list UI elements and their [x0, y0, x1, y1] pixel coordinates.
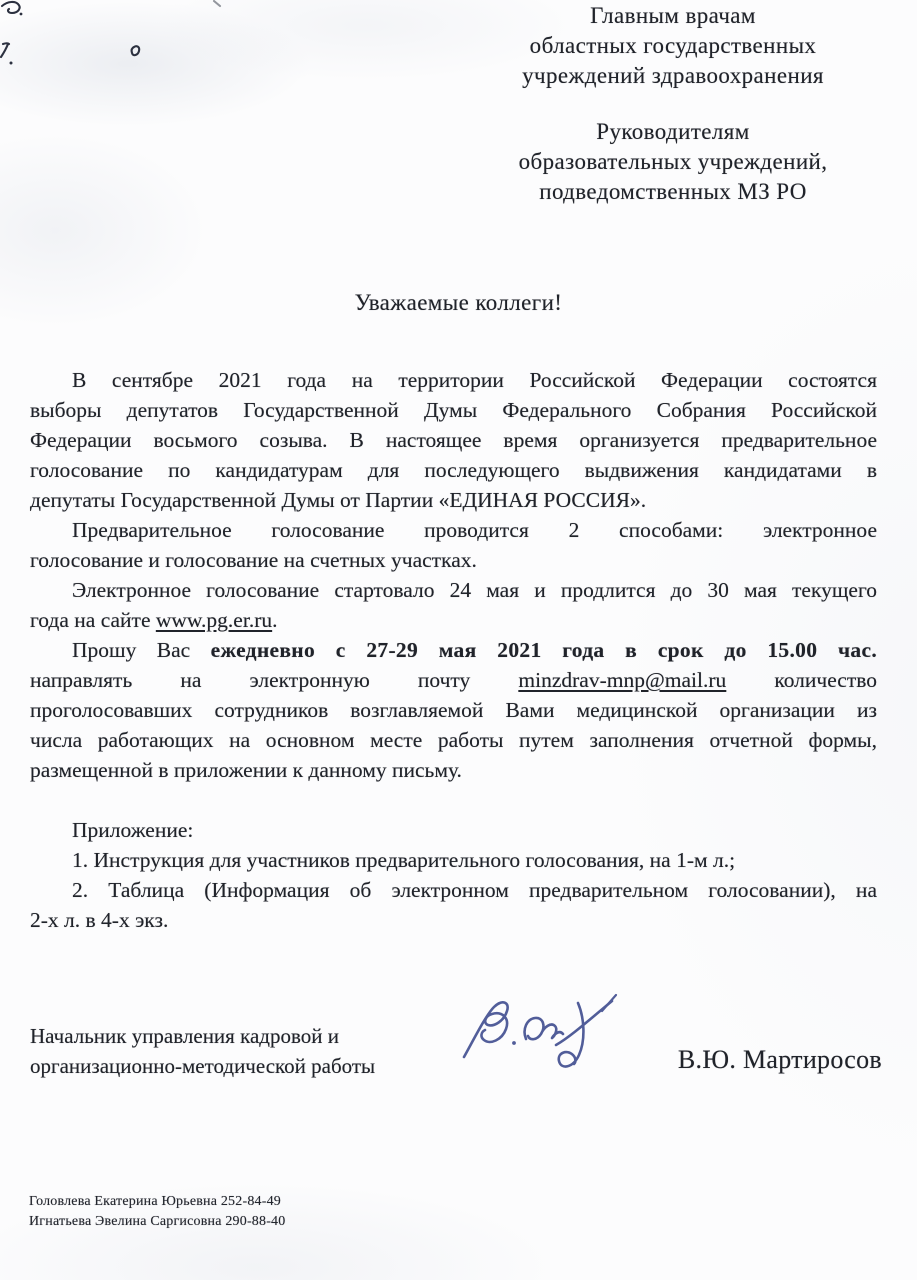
recipient-line: Главным врачам: [590, 3, 756, 28]
text-segment: года на сайте: [30, 608, 156, 632]
executor-contacts: [29, 1192, 285, 1232]
pen-zero-mark-icon: [132, 46, 140, 55]
body-line: числа работающих на основном месте работы путем заполнения отчетной формы,: [30, 728, 877, 752]
body-line: Электронное голосование стартовало 24 мая и продлится до 30 мая текущего: [72, 578, 877, 602]
pen-squiggle-icon: [2, 2, 20, 13]
recipient-line: подведомственных МЗ РО: [539, 179, 807, 204]
text-segment: количество: [726, 668, 877, 692]
recipient-block: [488, 2, 858, 208]
deadline-emphasis: ежедневно с 27-29 мая 2021 года в срок до 15.00 час.: [210, 638, 877, 662]
website-link: www.pg.er.ru: [155, 608, 273, 632]
body-line: голосование по кандидатурам для последующего выдвижения кандидатами в: [30, 458, 877, 482]
body-line: выборы депутатов Государственной Думы Федерального Собрания Российской: [30, 398, 877, 422]
attachment-item: 2-х л. в 4-х экз.: [30, 908, 169, 932]
attachments-title: Приложение:: [72, 818, 194, 842]
body-line: [30, 635, 877, 665]
recipient-group-directors: [488, 118, 858, 208]
pen-dot-icon: [20, 13, 23, 16]
contact-line: Игнатьева Эвелина Саргисовна 290-88-40: [29, 1214, 286, 1229]
pen-seven-mark-icon: [1, 43, 9, 57]
pen-tick-icon: [214, 1, 220, 6]
signature-flourish-icon: [464, 1002, 508, 1057]
attachments-section: [30, 815, 877, 935]
email-link: minzdrav-mnp@mail.ru: [518, 668, 727, 692]
signer-position-line: организационно-методической работы: [30, 1054, 376, 1078]
handwritten-pen-marks: [0, 0, 300, 80]
body-line: Федерации восьмого созыва. В настоящее время организуется предварительное: [30, 428, 877, 452]
contact-line: Головлева Екатерина Юрьевна 252-84-49: [29, 1194, 281, 1209]
pen-dot-icon: [10, 62, 13, 65]
letter-body: [30, 365, 877, 935]
text-segment: направлять на электронную почту: [30, 668, 519, 692]
salutation: Уважаемые коллеги!: [354, 290, 563, 315]
signature-accent-icon: [602, 995, 616, 1011]
recipient-line: учреждений здравоохранения: [522, 63, 824, 88]
body-line: депутаты Государственной Думы от Партии «ЕДИНАЯ РОССИЯ».: [30, 488, 647, 512]
body-line: голосование и голосование на счетных участках.: [30, 548, 477, 572]
signature-dot-icon: [512, 1041, 516, 1045]
body-line: [30, 665, 877, 695]
recipient-line: Руководителям: [596, 119, 750, 144]
signer-position: [30, 1021, 375, 1081]
body-line: размещенной в приложении к данному письму.: [30, 758, 462, 782]
body-line: В сентябре 2021 года на территории Российской Федерации состоятся: [72, 368, 877, 392]
signer-name: В.Ю. Мартиросов: [677, 1045, 882, 1074]
recipient-line: образовательных учреждений,: [518, 149, 828, 174]
text-segment: .: [272, 608, 278, 632]
body-line: проголосовавших сотрудников возглавляемой Вами медицинской организации из: [30, 698, 877, 722]
body-line: [30, 605, 877, 635]
signature-ink: [440, 975, 660, 1095]
signer-position-line: Начальник управления кадровой и: [30, 1024, 339, 1048]
attachment-item: 2. Таблица (Информация об электронном предварительном голосовании), на: [72, 878, 877, 902]
text-segment: Прошу Вас: [72, 638, 211, 662]
recipient-line: областных государственных: [529, 33, 817, 58]
body-line: Предварительное голосование проводится 2 способами: электронное: [72, 518, 877, 542]
attachment-item: 1. Инструкция для участников предварительного голосования, на 1-м л.;: [72, 848, 736, 872]
signature-middle-icon: [525, 1018, 563, 1039]
recipient-group-doctors: [488, 2, 858, 92]
